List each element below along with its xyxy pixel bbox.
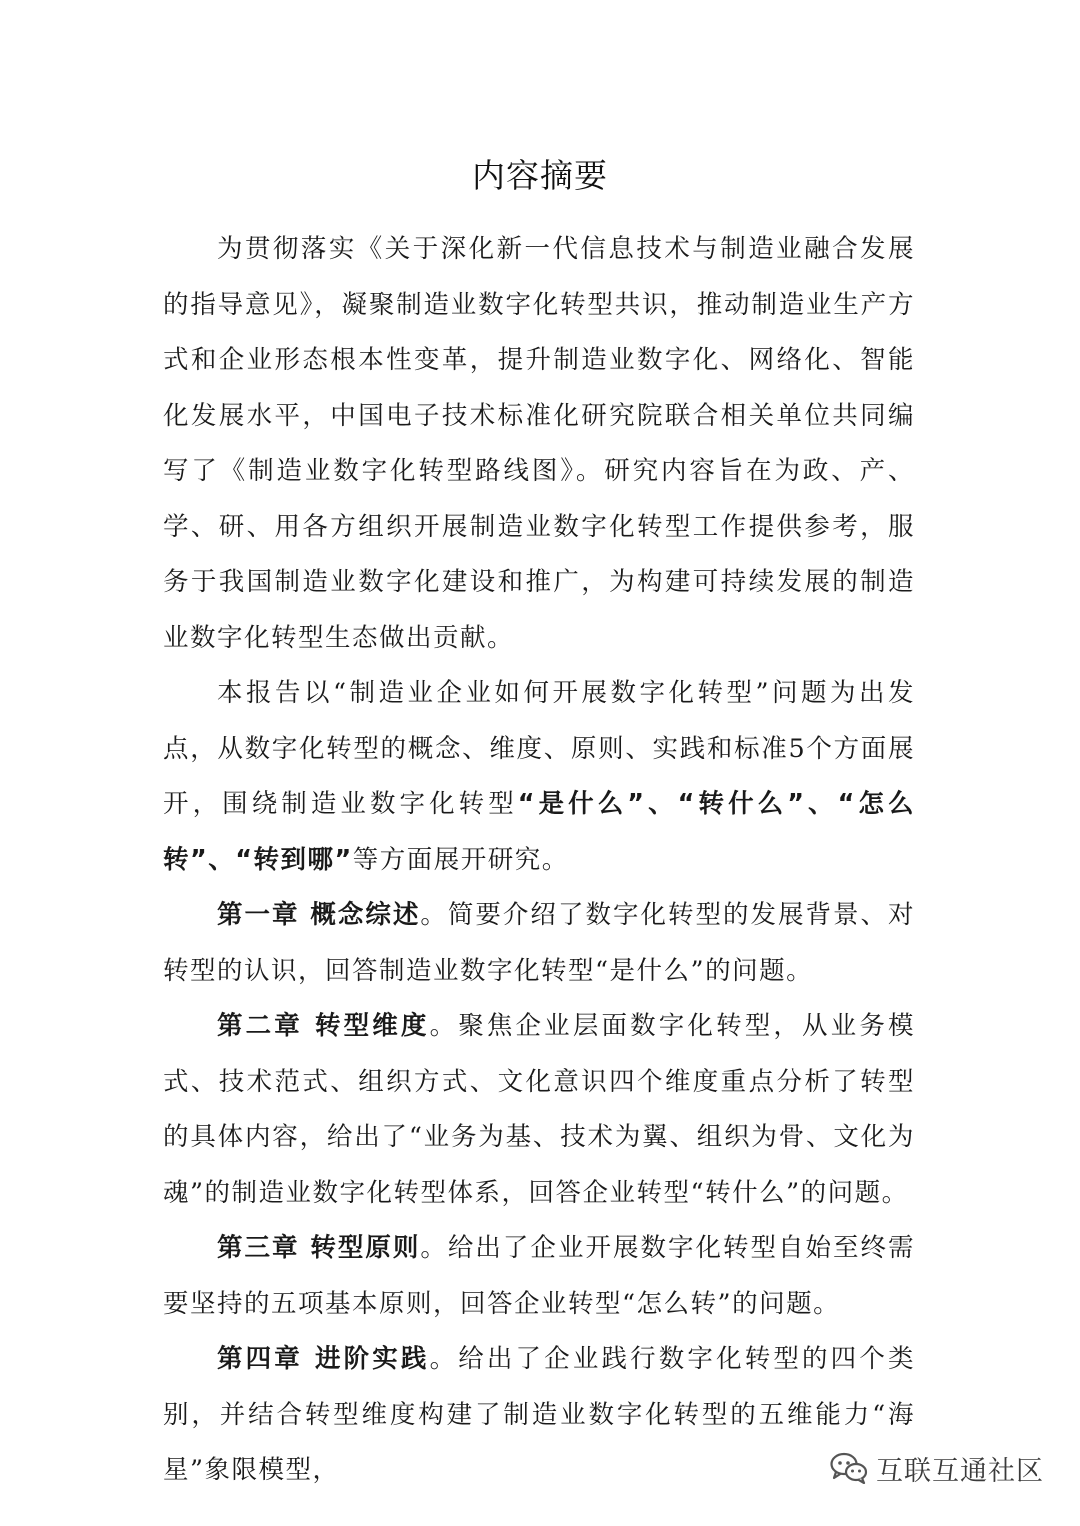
paragraph-chapter-3 <box>163 1221 915 1332</box>
paragraph-chapter-2 <box>163 999 915 1221</box>
chapter-heading: 第四章 进阶实践 <box>217 1344 430 1374</box>
text-segment: 。聚焦企业层面数字化转型，从业务模式、技术范式、组织方式、文化意识四个维度重点分析了转型的具体内容，给出了“业务为基、技术为翼、组织为骨、文化为魂”的制造业数字化转型体系，回答企业转型“转什么”的问题。 <box>163 1011 915 1208</box>
text-segment: 。给出了企业践行数字化转型的四个类别，并结合转型维度构建了制造业数字化转型的五维能力“海星”象限模型， <box>163 1344 915 1485</box>
text-segment: 为贯彻落实《关于深化新一代信息技术与制造业融合发展的指导意见》，凝聚制造业数字化转型共识，推动制造业生产方式和企业形态根本性变革，提升制造业数字化、网络化、智能化发展水平，中国电子技术标准化研究院联合相关单位共同编写了《制造业数字化转型路线图》。研究内容旨在为政、产、学、研、用各方组织开展制造业数字化转型工作提供参考，服务于我国制造业数字化建设和推广，为构建可持续发展的制造业数字化转型生态做出贡献。 <box>163 234 915 653</box>
wechat-icon <box>830 1452 868 1484</box>
chapter-heading: 第二章 转型维度 <box>217 1011 430 1041</box>
text-segment: 。简要介绍了数字化转型的发展背景、对转型的认识，回答制造业数字化转型“是什么”的问题。 <box>163 900 915 986</box>
paragraph-chapter-1 <box>163 888 915 999</box>
text-segment: 本报告以“制造业企业如何开展数字化转型”问题为出发点，从数字化转型的概念、维度、原则、实践和标准5个方面展开，围绕制造业数字化转型 <box>163 678 915 819</box>
chapter-heading: 第三章 转型原则 <box>217 1233 421 1263</box>
watermark <box>830 1448 1044 1488</box>
page-title: 内容摘要 <box>472 156 608 195</box>
paragraph-scope <box>163 666 915 888</box>
chapter-heading: 第一章 概念综述 <box>217 900 421 930</box>
text-segment: 等方面展开研究。 <box>352 844 569 875</box>
paragraph-intro <box>163 222 915 666</box>
bold-key-questions: “是什么”、“转什么”、“怎么转”、“转到哪” <box>163 789 915 875</box>
paragraph-chapter-4 <box>163 1332 915 1499</box>
text-segment: 。给出了企业开展数字化转型自始至终需要坚持的五项基本原则，回答企业转型“怎么转”的问题。 <box>163 1233 915 1319</box>
document-body <box>163 222 915 1499</box>
watermark-text: 互联互通社区 <box>876 1455 1044 1487</box>
